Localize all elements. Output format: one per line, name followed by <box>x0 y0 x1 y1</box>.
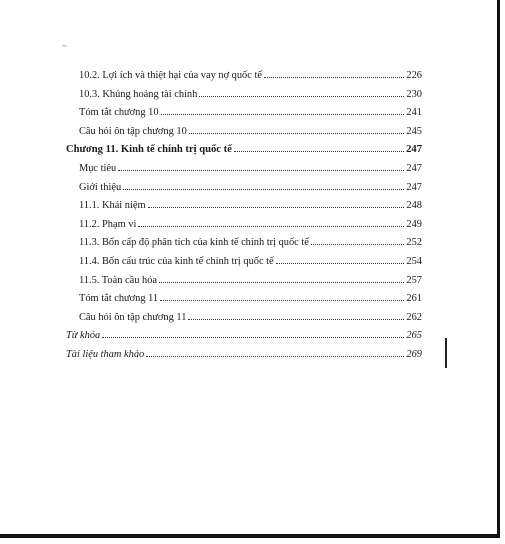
toc-entry-title: Câu hỏi ôn tập chương 11 <box>79 311 187 323</box>
toc-entry-11-1[interactable] <box>66 200 422 219</box>
toc-entry-title: Câu hỏi ôn tập chương 10 <box>79 125 187 137</box>
toc-entry-page: 247 <box>406 162 422 174</box>
dot-leader <box>189 133 405 134</box>
toc-entry-title: Tóm tắt chương 11 <box>79 293 159 305</box>
toc-chapter-11[interactable] <box>66 144 422 163</box>
dot-leader <box>264 77 404 78</box>
dot-leader <box>118 170 404 171</box>
toc-entry-11-5[interactable] <box>66 275 422 294</box>
toc-entry-10-3[interactable] <box>66 89 422 108</box>
dot-leader <box>311 244 405 245</box>
toc-entry-page: 261 <box>406 293 422 305</box>
toc-entry-page: 230 <box>406 88 422 100</box>
toc-entry-title: 11.2. Phạm vi <box>79 218 137 230</box>
toc-entry-page: 247 <box>406 181 422 193</box>
toc-entry-page: 226 <box>406 70 422 81</box>
toc-entry-page: 247 <box>406 144 422 156</box>
toc-entry-questions-11[interactable] <box>66 312 422 331</box>
toc-entry-keywords[interactable] <box>66 330 422 349</box>
toc-entry-page: 245 <box>406 125 422 137</box>
toc-entry-title: Từ khóa <box>66 330 101 342</box>
toc-entry-introduction[interactable] <box>66 182 422 201</box>
toc-entry-title: 10.2. Lợi ích và thiệt hại của vay nợ quốc tế <box>79 70 262 81</box>
toc-entry-title: Tóm tắt chương 10 <box>79 107 159 119</box>
toc-entry-title: Mục tiêu <box>79 162 117 174</box>
toc-entry-title: Tài liệu tham khảo <box>66 348 145 360</box>
toc-entry-11-3[interactable] <box>66 237 422 256</box>
toc-entry-11-2[interactable] <box>66 219 422 238</box>
dot-leader <box>148 207 405 208</box>
toc-entry-summary-10[interactable] <box>66 107 422 126</box>
toc-entry-questions-10[interactable] <box>66 126 422 145</box>
toc-entry-page: 249 <box>406 218 422 230</box>
dot-leader <box>160 300 404 301</box>
toc-entry-title: 11.4. Bốn cấu trúc của kinh tế chính trị quốc tế <box>79 255 274 267</box>
toc-entry-objectives[interactable] <box>66 163 422 182</box>
dot-leader <box>146 356 404 357</box>
dot-leader <box>159 282 404 283</box>
dot-leader <box>199 96 404 97</box>
dot-leader <box>161 114 405 115</box>
dot-leader <box>102 337 404 338</box>
table-of-contents <box>66 70 422 368</box>
toc-entry-10-2[interactable] <box>66 70 422 89</box>
toc-entry-page: 248 <box>406 200 422 212</box>
toc-entry-page: 257 <box>406 274 422 286</box>
dot-leader <box>123 189 404 190</box>
toc-entry-page: 265 <box>406 330 422 342</box>
toc-entry-page: 252 <box>406 237 422 249</box>
toc-entry-page: 262 <box>406 311 422 323</box>
dot-leader <box>138 226 404 227</box>
toc-entry-title: 11.5. Toàn cầu hóa <box>79 274 158 286</box>
dot-leader <box>188 319 404 320</box>
toc-entry-page: 269 <box>406 348 422 360</box>
toc-entry-11-4[interactable] <box>66 256 422 275</box>
toc-entry-title: Chương 11. Kinh tế chính trị quốc tế <box>66 144 232 156</box>
toc-entry-title: 10.3. Khủng hoảng tài chính <box>79 88 198 100</box>
toc-entry-title: Giới thiệu <box>79 181 122 193</box>
toc-entry-title: 11.3. Bốn cấp độ phân tích của kinh tế chính trị quốc tế <box>79 237 309 249</box>
dot-leader <box>234 151 404 152</box>
page-mark: ~ <box>62 41 67 51</box>
toc-entry-page: 254 <box>406 255 422 267</box>
toc-entry-page: 241 <box>406 107 422 119</box>
toc-entry-summary-11[interactable] <box>66 293 422 312</box>
toc-entry-references[interactable] <box>66 349 422 368</box>
dot-leader <box>276 263 405 264</box>
toc-entry-title: 11.1. Khái niệm <box>79 200 146 212</box>
binding-mark <box>445 338 447 368</box>
